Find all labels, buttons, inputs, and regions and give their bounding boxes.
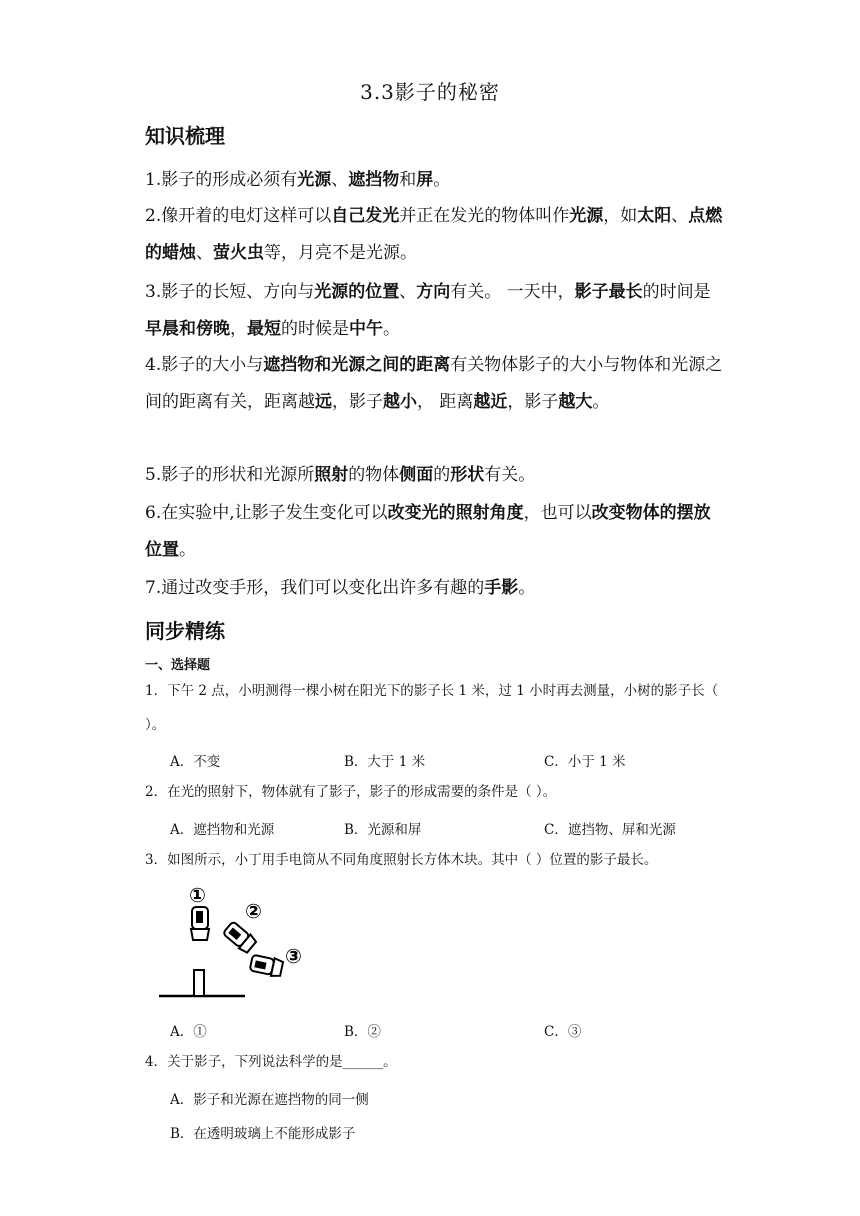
flashlight-2-icon [222,920,257,954]
emphasis-text: 光源的位置 [314,282,400,302]
body-text: ，也可以 [523,503,592,523]
question-2: 2．在光的照射下，物体就有了影子，影子的形成需要的条件是（ ）。 [145,784,557,800]
page-title: 3.3影子的秘密 [360,80,500,104]
emphasis-text: 自己发光 [331,206,400,226]
knowledge-item-5 [145,457,725,494]
knowledge-item-4 [145,347,725,420]
question-4: 4．关于影子，下列说法科学的是______。 [145,1054,397,1070]
emphasis-text: 中午 [349,318,383,339]
emphasis-text: 最短 [247,318,281,339]
emphasis-text: 太阳 [637,206,672,226]
body-text: 5.影子的形状和光源所 [145,465,315,485]
body-text: 有关。 [484,465,536,485]
knowledge-item-3 [145,274,725,347]
knowledge-item-1 [145,162,725,199]
emphasis-text: 越近 [473,391,508,412]
body-text: 的 [433,465,451,485]
question-1: 1．下午 2 点，小明测得一棵小树在阳光下的影子长 1 米，过 1 小时再去测量，小树的影子长（ ）。 [145,683,719,733]
flashlight-3-icon [249,954,283,978]
body-text: 。 [383,318,400,339]
emphasis-text: 形状 [450,465,485,485]
knowledge-item-2 [145,198,725,271]
body-text: 的时间是 [642,282,711,302]
body-text: 2.像开着的电灯这样可以 [145,206,332,226]
body-text: 。 [592,391,610,412]
flashlight-1-icon [191,907,209,940]
emphasis-text: 遮挡物 [348,170,400,190]
emphasis-text: 照射 [314,465,349,485]
body-text: ， [230,318,247,339]
emphasis-text: 光源 [297,170,332,190]
emphasis-text: 影子最长 [574,282,643,302]
body-text: 有关。 一天中， [450,282,575,302]
body-text: ，如 [603,206,638,226]
question-3: 3．如图所示，小丁用手电筒从不同角度照射长方体木块。其中（ ）位置的影子最长。 [145,852,658,868]
q1-option-b: B．大于 1 米 [344,754,426,770]
emphasis-text: 越小 [383,391,417,412]
q3-option-b: B．② [344,1024,381,1040]
body-text: 、 [399,282,417,302]
emphasis-text: 改变光的照射角度 [387,503,524,523]
emphasis-text: 早晨和傍晚 [145,318,230,339]
body-text: 4.影子的大小与 [145,355,264,375]
emphasis-text: 越大 [558,391,593,412]
body-text: ，影子 [332,391,383,412]
q2-option-b: B．光源和屏 [344,822,422,838]
knowledge-item-6 [145,495,725,568]
flashlight-figure [155,880,325,1005]
body-text: 、 [196,242,213,263]
body-text: 。 [179,539,196,560]
emphasis-text: 屏 [416,170,434,190]
emphasis-text: 手影 [484,578,519,598]
body-text: 并正在发光的物体叫作 [399,206,570,226]
body-text: 有关物体影子的大小与物体和光源之间的距离有关，距离越 [145,355,723,412]
body-text: 、 [331,170,349,190]
body-text: 。 [433,170,451,190]
figure-label-2: ② [245,899,262,923]
figure-label-1: ① [189,883,206,907]
q2-option-a: A．遮挡物和光源 [170,822,275,838]
body-text: 。 [518,578,536,598]
section-heading-knowledge: 知识梳理 [145,124,225,148]
wooden-block [194,970,204,996]
figure-label-3: ③ [285,944,302,968]
body-text: 等，月亮不是光源。 [264,242,417,263]
body-text: 1.影子的形成必须有 [145,170,298,190]
q3-option-a: A．① [170,1024,207,1040]
body-text: 3.影子的长短、方向与 [145,282,315,302]
body-text: ， 距离 [417,391,474,412]
body-text: 6.在实验中,让影子发生变化可以 [145,503,388,523]
emphasis-text: 方向 [416,282,451,302]
body-text: 、 [671,206,689,226]
body-text: 的物体 [348,465,400,485]
emphasis-text: 遮挡物和光源之间的距离 [263,355,451,375]
subsection-heading-choice: 一、选择题 [145,658,211,673]
q2-option-c: C．遮挡物、屏和光源 [544,822,676,838]
emphasis-text: 萤火虫 [213,242,264,263]
body-text: 的时候是 [281,318,349,339]
emphasis-text: 点燃的蜡烛 [145,206,723,263]
q4-option-a: A．影子和光源在遮挡物的同一侧 [170,1092,369,1108]
q1-option-a: A．不变 [170,754,221,770]
q1-option-c: C．小于 1 米 [544,754,626,770]
emphasis-text: 改变物体的摆放位置 [145,503,711,560]
section-heading-practice: 同步精练 [145,619,225,643]
q4-option-b: B．在透明玻璃上不能形成影子 [170,1126,356,1142]
body-text: 7.通过改变手形，我们可以变化出许多有趣的 [145,578,485,598]
body-text: ，影子 [507,391,559,412]
emphasis-text: 侧面 [399,465,434,485]
knowledge-item-7 [145,570,725,607]
body-text: 和 [399,170,417,190]
emphasis-text: 远 [315,391,332,412]
emphasis-text: 光源 [569,206,604,226]
q3-option-c: C．③ [544,1024,582,1040]
